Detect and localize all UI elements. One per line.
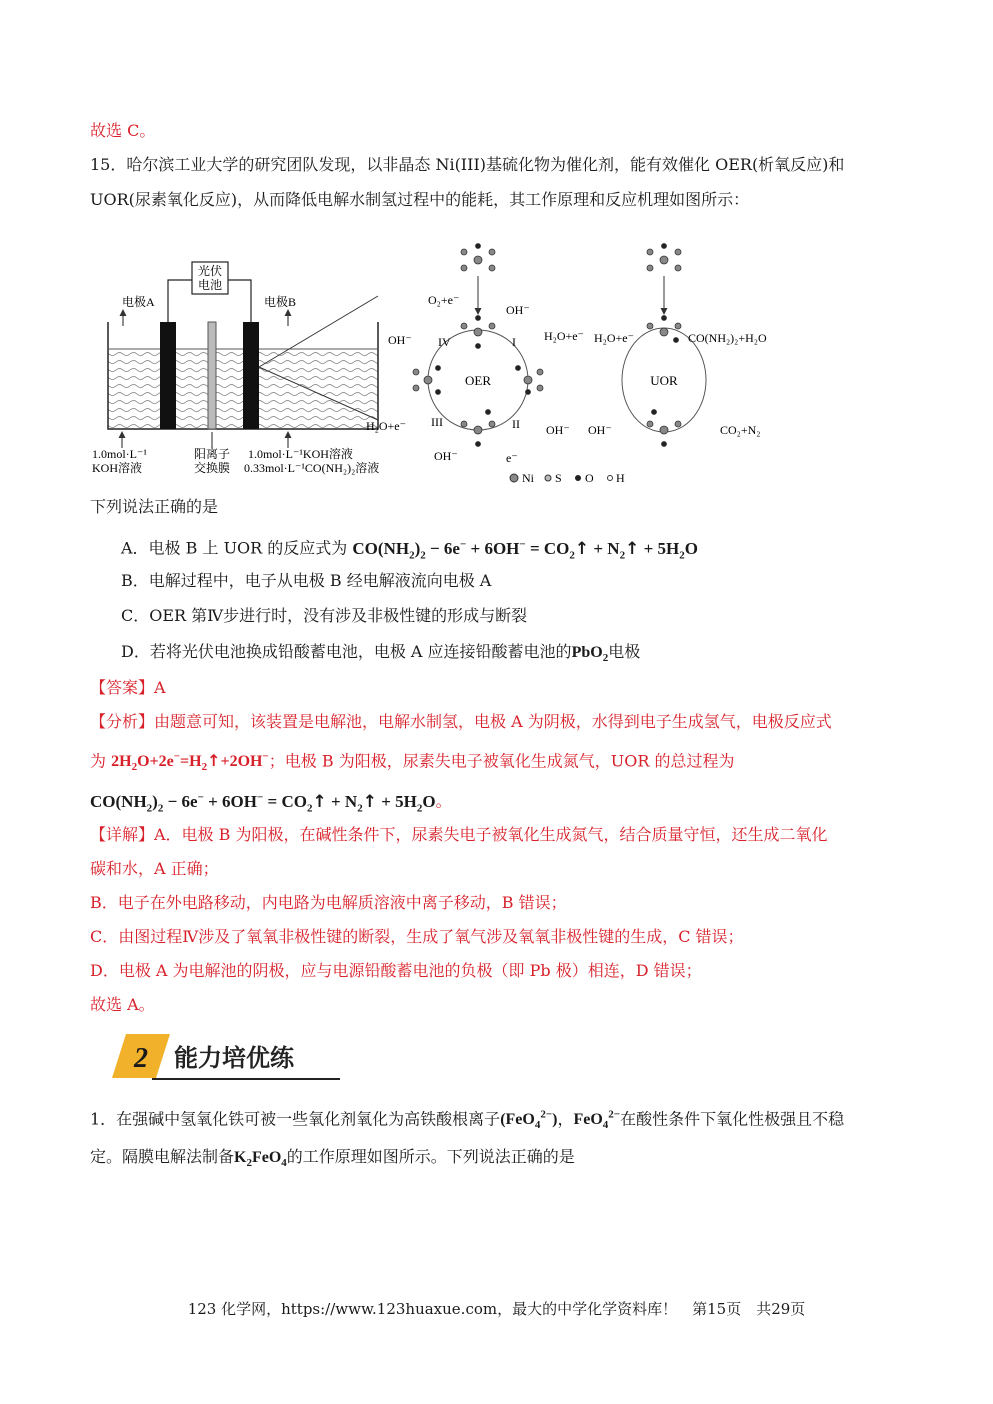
k2feo4-formula: $K_2FeO_4$ — [234, 1149, 287, 1170]
q1-line2 — [90, 1146, 575, 1174]
oer-oh-top: OH⁻ — [506, 303, 530, 317]
q15-stem-line1: 15．哈尔滨工业大学的研究团队发现，以非晶态 Ni(III)基硫化物为催化剂，能有效催化 OER(析氧反应)和 — [90, 155, 845, 174]
previous-answer: 故选 C。 — [90, 121, 156, 140]
membrane-label-1: 阳离子 — [194, 447, 231, 461]
analysis-line3-suffix: 。 — [435, 791, 452, 811]
analysis-line2 — [90, 746, 734, 779]
pbo2-formula: PbO$_2$ — [571, 644, 609, 665]
detail-c: C．由图过程Ⅳ涉及了氧氧非极性键的断裂，生成了氧气涉及氧氧非极性键的生成，C 错误； — [90, 927, 744, 946]
detail-b: B．电子在外电路移动，内电路为电解质溶液中离子移动，B 错误； — [90, 893, 567, 912]
section-number: 2 — [134, 1043, 148, 1074]
uor-urea-label: CO(NH₂)₂+H₂O — [688, 331, 767, 345]
q1-line1 — [90, 1104, 844, 1137]
legend-o: O — [585, 471, 594, 485]
analysis-line1: 【分析】由题意可知，该装置是电解池，电解水制氢，电极 A 为阴极，水得到电子生成氢气，电极反应式 — [90, 712, 832, 731]
legend-s: S — [555, 471, 562, 485]
ferrate-formula-1: (FeO$_4^{2-}$) — [500, 1109, 558, 1132]
step-iv: IV — [438, 335, 451, 349]
uor-cycle — [588, 244, 767, 447]
oer-oh-left: OH⁻ — [388, 333, 412, 347]
left-solution-label-2: KOH溶液 — [92, 461, 142, 475]
legend — [510, 471, 625, 485]
legend-h: H — [616, 471, 625, 485]
oer-h2o-right: H₂O+e⁻ — [544, 329, 584, 343]
left-solution-label-1: 1.0mol·L⁻¹ — [92, 447, 147, 461]
q1-line2-prefix: 定。隔膜电解法制备 — [90, 1147, 235, 1166]
cation-exchange-membrane — [208, 322, 216, 429]
step-i: I — [512, 335, 516, 349]
electrolysis-mechanism-diagram — [88, 222, 808, 490]
uor-overall-equation: $CO(NH_2)_2 - 6e^- + 6OH^-$ = $CO_2↑$ + $N_2↑ + 5H_2O$ — [90, 791, 436, 815]
section-title: 能力培优练 — [174, 1046, 294, 1072]
q1-line1-suffix: 在酸性条件下氧化性极强且不稳 — [620, 1109, 845, 1129]
uor-oh-label: OH⁻ — [588, 423, 612, 437]
cathode-equation: $2H_2O+2e^-=H_2↑+2OH^-$ — [111, 751, 269, 774]
detail-line1: 【详解】A．电极 B 为阳极，在碱性条件下，尿素失电子被氧化生成氮气，结合质量守恒，还生成二氧化 — [90, 825, 828, 844]
q1-line1-mid: ， — [557, 1109, 574, 1129]
right-solution-label-1: 1.0mol·L⁻¹KOH溶液 — [248, 447, 353, 461]
q15-stem-line2: UOR(尿素氧化反应)，从而降低电解水制氢过程中的能耗，其工作原理和反应机理如图所示： — [90, 190, 750, 209]
electrode-a — [160, 322, 176, 429]
step-iii: III — [431, 415, 443, 429]
electrode-b-label: 电极B — [264, 295, 297, 309]
detail-line2: 碳和水，A 正确； — [90, 859, 219, 878]
section-banner — [112, 1030, 342, 1082]
option-c: C．OER 第Ⅳ步进行时，没有涉及非极性键的形成与断裂 — [121, 606, 528, 625]
step-ii: II — [512, 417, 520, 431]
q1-line2-suffix: 的工作原理如图所示。下列说法正确的是 — [286, 1147, 575, 1166]
uor-label: UOR — [650, 373, 678, 388]
q15-question: 下列说法正确的是 — [90, 497, 219, 516]
electrolytic-cell — [92, 262, 379, 475]
option-a-text: A．电极 B 上 UOR 的反应式为 — [121, 538, 348, 558]
oer-oh-right: OH⁻ — [546, 423, 570, 437]
uor-h2o-label: H₂O+e⁻ — [594, 331, 634, 345]
oer-label: OER — [465, 373, 491, 388]
analysis-line2-prefix: 为 — [90, 751, 107, 771]
page-footer: 123 化学网，https://www.123huaxue.com，最大的中学化学资料库！ 第15页 共29页 — [187, 1300, 806, 1318]
right-solution-label-2: 0.33mol·L⁻¹CO(NH₂)₂溶液 — [244, 461, 380, 475]
oer-electron-label: e⁻ — [506, 451, 518, 465]
pv-label-1: 光伏 — [197, 264, 223, 278]
electrode-b — [243, 322, 259, 429]
oer-h2o-left: H₂O+e⁻ — [366, 419, 406, 433]
option-b: B．电解过程中，电子从电极 B 经电解液流向电极 A — [121, 571, 492, 590]
uor-equation: $CO(NH_2)_2 - 6e^- + 6OH^-$ = $CO_2↑$ + $N_2↑ + 5H_2O$ — [352, 538, 698, 562]
oer-cycle — [366, 244, 584, 466]
detail-d: D．电极 A 为电解池的阴极，应与电源铅酸蓄电池的负极（即 Pb 极）相连，D 错误； — [90, 961, 702, 980]
option-d-text: D．若将光伏电池换成铅酸蓄电池，电极 A 应连接铅酸蓄电池的 — [121, 642, 572, 661]
pv-label-2: 电池 — [197, 278, 223, 292]
option-d-suffix: 电极 — [608, 642, 641, 661]
answer: 【答案】A — [90, 678, 166, 697]
oer-oh-bottom: OH⁻ — [434, 449, 458, 463]
analysis-line2-suffix: ；电极 B 为阳极，尿素失电子被氧化生成氮气，UOR 的总过程为 — [268, 751, 735, 771]
ferrate-formula-2: FeO$_4^{2-}$ — [573, 1109, 621, 1132]
option-d — [121, 641, 640, 669]
q1-line1-prefix: 1．在强碱中氢氧化铁可被一些氧化剂氧化为高铁酸根离子 — [90, 1109, 501, 1129]
detail-end: 故选 A。 — [90, 995, 155, 1014]
membrane-label-2: 交换膜 — [194, 461, 231, 475]
analysis-line3 — [90, 786, 452, 819]
oer-o2-label: O₂+e⁻ — [428, 293, 460, 307]
uor-products-label: CO₂+N₂ — [720, 423, 761, 437]
legend-ni: Ni — [522, 471, 534, 485]
option-a — [121, 533, 698, 566]
electrode-a-label: 电极A — [122, 295, 155, 309]
